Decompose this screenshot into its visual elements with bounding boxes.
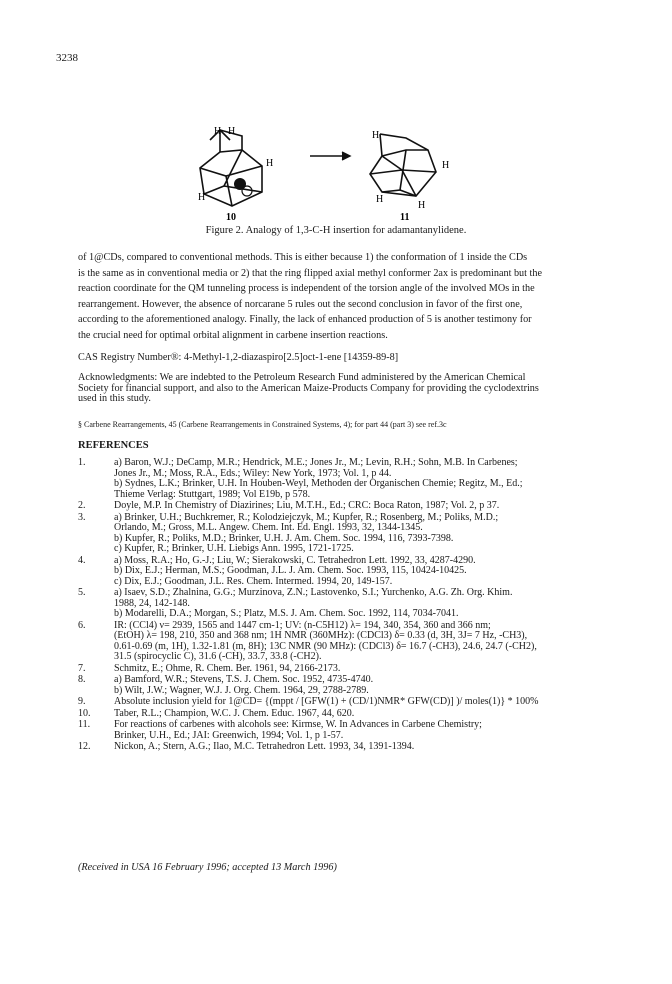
reference-line: Absolute inclusion yield for 1@CD= {(mppt / [GFW(1) + (CD/1)NMR* GFW(CD)] )/ moles(1)} * 100% [114,696,539,707]
reference-line: 0.61-0.69 (m, 1H), 1.32-1.81 (m, 8H); 13C NMR (90 MHz): (CDCl3) δ= 16.7 (-CH3), 24.6, 24.7 (-CH2), [114,640,537,652]
reference-number: 2. [78,500,86,511]
reference-line: 31.5 (spirocyclic C), 31.6 (-CH), 33.7, 33.8 (-CH2). [114,651,322,662]
reference-line: Thieme Verlag: Stuttgart, 1989; Vol E19b, p 578. [114,488,311,500]
reference-number: 7. [78,662,86,674]
reference-item [78,458,608,500]
h-label: H [198,192,206,203]
reference-line: Brinker, U.H., Ed.; JAI: Greenwich, 1994; Vol. 1, p 1-57. [114,729,344,741]
figure-caption: Figure 2. Analogy of 1,3-C-H insertion for adamantanylidene. [205,225,467,236]
reference-line: a) Baron, W.J.; DeCamp, M.R.; Hendrick, M.E.; Jones Jr., M.; Levin, R.H.; Sohn, M.B. In Carbenes; [114,457,518,468]
dehydroadamantane-structure [370,134,436,196]
compound-label-10: 10 [226,212,236,223]
reference-line: a) Moss, R.A.; Ho, G.-J.; Liu, W.; Sierakowski, C. Tetrahedron Lett. 1992, 33, 4287-4290. [114,554,476,566]
reference-line: c) Dix, E.J.; Goodman, J.L. Res. Chem. Intermed. 1994, 20, 149-157. [114,575,393,587]
references-heading: REFERENCES [78,440,149,451]
body-line: rearrangement. However, the absence of norcarane 5 rules out the second conclusion in favor of the first one, [78,298,523,310]
cas-registry-number: CAS Registry Number®: 4-Methyl-1,2-diazaspiro[2.5]oct-1-ene [14359-89-8] [78,352,399,363]
h-label: H [266,158,274,169]
reference-number: 5. [78,587,86,598]
carbene-lobe [234,178,246,190]
reference-line: Taber, R.L.; Champion, W.C. J. Chem. Educ. 1967, 44, 620. [114,707,355,719]
h-label: H [372,130,380,141]
h-label: H [442,160,450,171]
reference-item [78,742,608,753]
page-number: 3238 [56,52,78,64]
h-label: H [214,126,222,137]
reference-line: a) Bamford, W.R.; Stevens, T.S. J. Chem. Soc. 1952, 4735-4740. [114,674,374,685]
body-line: reaction coordinate for the QM tunneling process is independent of the torsion angle of the involved MOs in the [78,283,535,294]
reaction-figure [170,110,500,225]
reference-item [78,588,608,620]
body-line: of 1@CDs, compared to conventional methods. This is either because 1) the conformation of 1 inside the CDs [78,252,528,263]
reference-number: 1. [78,457,86,468]
reference-item [78,501,608,512]
reference-line: b) Kupfer, R.; Poliks, M.D.; Brinker, U.H. J. Am. Chem. Soc. 1994, 116, 7393-7398. [114,532,454,544]
reference-line: a) Isaev, S.D.; Zhalnina, G.G.; Murzinova, Z.N.; Lastovenko, S.I.; Yurchenko, A.G. Zh. Org. Khim. [114,587,513,598]
reference-number: 6. [78,619,86,631]
ack-line: used in this study. [78,393,151,405]
body-paragraph [78,250,598,343]
reference-item [78,621,608,663]
reference-line: 1988, 24, 142-148. [114,597,190,609]
received-date: (Received in USA 16 February 1996; accepted 13 March 1996) [78,862,337,873]
reference-number: 8. [78,674,86,685]
reference-item [78,664,608,675]
ack-line: Society for financial support, and also to the American Maize-Products Company for providing the cyclodextrins [78,382,539,394]
references-list [78,458,608,754]
reference-number: 9. [78,696,86,707]
reference-line: b) Dix, E.J.; Herman, M.S.; Goodman, J.L. J. Am. Chem. Soc. 1993, 115, 10424-10425. [114,565,467,576]
h-label: H [418,200,426,211]
reference-number: 10. [78,707,91,719]
reference-number: 11. [78,719,91,730]
reference-item [78,709,608,720]
ack-line: Acknowledgments: We are indebted to the Petroleum Research Fund administered by the American Chemical [78,372,526,383]
reference-line: Schmitz, E.; Ohme, R. Chem. Ber. 1961, 94, 2166-2173. [114,662,341,674]
reference-item [78,513,608,555]
reference-line: Doyle, M.P. In Chemistry of Diazirines; Liu, M.T.H., Ed.; CRC: Boca Raton, 1987; Vol. 2, p 37. [114,500,500,511]
reference-line: b) Wilt, J.W.; Wagner, W.J. J. Org. Chem. 1964, 29, 2788-2789. [114,684,369,696]
h-label: H [376,194,384,205]
reference-line: a) Brinker, U.H.; Buchkremer, R.; Kolodziejczyk, M.; Kupfer, R.; Rosenberg, M.; Poliks, M.D.; [114,511,499,523]
reaction-arrow [310,152,350,160]
body-line: is the same as in conventional media or 2) that the ring flipped axial methyl conformer 2ax is predominant but the [78,267,542,279]
h-label: H [228,126,236,137]
reference-line: c) Kupfer, R.; Brinker, U.H. Liebigs Ann. 1995, 1721-1725. [114,543,354,554]
reference-line: IR: (CCl4) ν= 2939, 1565 and 1447 cm-1; UV: (n-C5H12) λ= 194, 340, 354, 360 and 366 nm; [114,619,491,631]
reference-number: 4. [78,554,86,566]
reference-item [78,675,608,696]
reference-line: (EtOH) λ= 198, 210, 350 and 368 nm; 1H NMR (360MHz): (CDCl3) δ= 0.33 (d, 3H, 3J= 7 Hz, -CH3), [114,630,528,641]
body-line: the crucial need for optimal orbital alignment in carbene insertion reactions. [78,329,388,341]
reference-item [78,697,608,708]
reference-line: Nickon, A.; Stern, A.G.; Ilao, M.C. Tetrahedron Lett. 1993, 34, 1391-1394. [114,741,415,752]
body-line: according to the aforementioned analogy. Finally, the lack of enhanced production of 5 is another testimony for [78,314,532,325]
reference-number: 12. [78,741,91,752]
reference-item [78,556,608,588]
compound-label-11: 11 [400,212,410,223]
reference-line: Jones Jr., M.; Moss, R.A., Eds.; Wiley: New York, 1973; Vol. 1, p 44. [114,467,392,479]
acknowledgments [78,373,598,405]
adamantanylidene-structure [200,130,262,206]
reference-line: Orlando, M.; Gross, M.L. Angew. Chem. Int. Ed. Engl. 1993, 32, 1344-1345. [114,522,423,533]
reference-number: 3. [78,511,86,523]
reference-line: b) Sydnes, L.K.; Brinker, U.H. In Houben-Weyl, Methoden der Organischen Chemie; Regitz, M., Ed.; [114,478,523,489]
footnote: § Carbene Rearrangements, 45 (Carbene Rearrangements in Constrained Systems, 4); for part 44 (part 3) see ref.3c [78,420,447,429]
reference-line: b) Modarelli, D.A.; Morgan, S.; Platz, M.S. J. Am. Chem. Soc. 1992, 114, 7034-7041. [114,608,459,619]
reference-item [78,720,608,741]
reference-line: For reactions of carbenes with alcohols see: Kirmse, W. In Advances in Carbene Chemistry; [114,719,482,730]
carbene-orbital [242,186,252,196]
reaction-scheme-svg [170,110,500,225]
